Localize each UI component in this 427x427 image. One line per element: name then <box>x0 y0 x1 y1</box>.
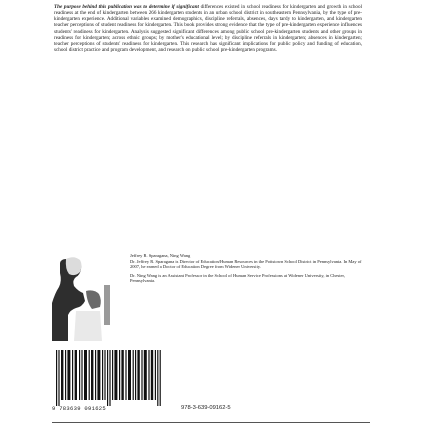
barcode <box>52 350 170 412</box>
book-description <box>54 4 362 53</box>
barcode-bars-icon <box>52 350 170 406</box>
description-body: differences existed in school readiness for kindergarten and growth in school readiness at the end of kindergarten between 266 kindergarten students in an urban school district in southeastern Pennsylvania, by the type of pre-kindergarten experience. Additional variables examined demographics, discipline referrals, absences, days tardy to kindergarten, and kindergarten teacher perceptions of student readiness for kindergarten. This book provides strong evidence that the type of pre-kindergarten experience influences students' readiness for kindergarten. Analysis suggested significant differences among public school pre-kindergarten students and other groups in readiness for kindergarten; across ethnic groups; by mother's educational level; by discipline referrals in kindergarten; absences in kindergarten; teacher perceptions of students' readiness for kindergarten. This research has significant implications for public policy and funding of education, school district practice and program development, and research on public school pre-kindergarten programs. <box>54 4 362 54</box>
coauthor-bio-paragraph: Dr. Ning Wang is an Assistant Professor in the School of Human Service Professions at Widener University, in Chester, Pennsylvania. <box>130 272 345 284</box>
author-bio <box>130 253 362 287</box>
author-photo <box>52 253 114 341</box>
author-portrait-image <box>52 253 114 341</box>
author-bio-paragraph: Jeffrey R. Sparagana, Ning Wang Dr. Jeffrey R. Sparagana is Director of Education/Human Resources in the Pottstown School District in Pennsylvania. In May of 2007, he earned a Doctor of Education Degree from Widener University. <box>130 253 362 270</box>
bottom-divider <box>52 422 370 423</box>
barcode-number: 9 783639 091625 <box>52 405 107 412</box>
isbn: 978-3-639-09162-5 <box>181 405 231 411</box>
author-bio-section <box>52 253 370 343</box>
description-title: The purpose behind this publication was to determine if significant <box>54 4 199 10</box>
